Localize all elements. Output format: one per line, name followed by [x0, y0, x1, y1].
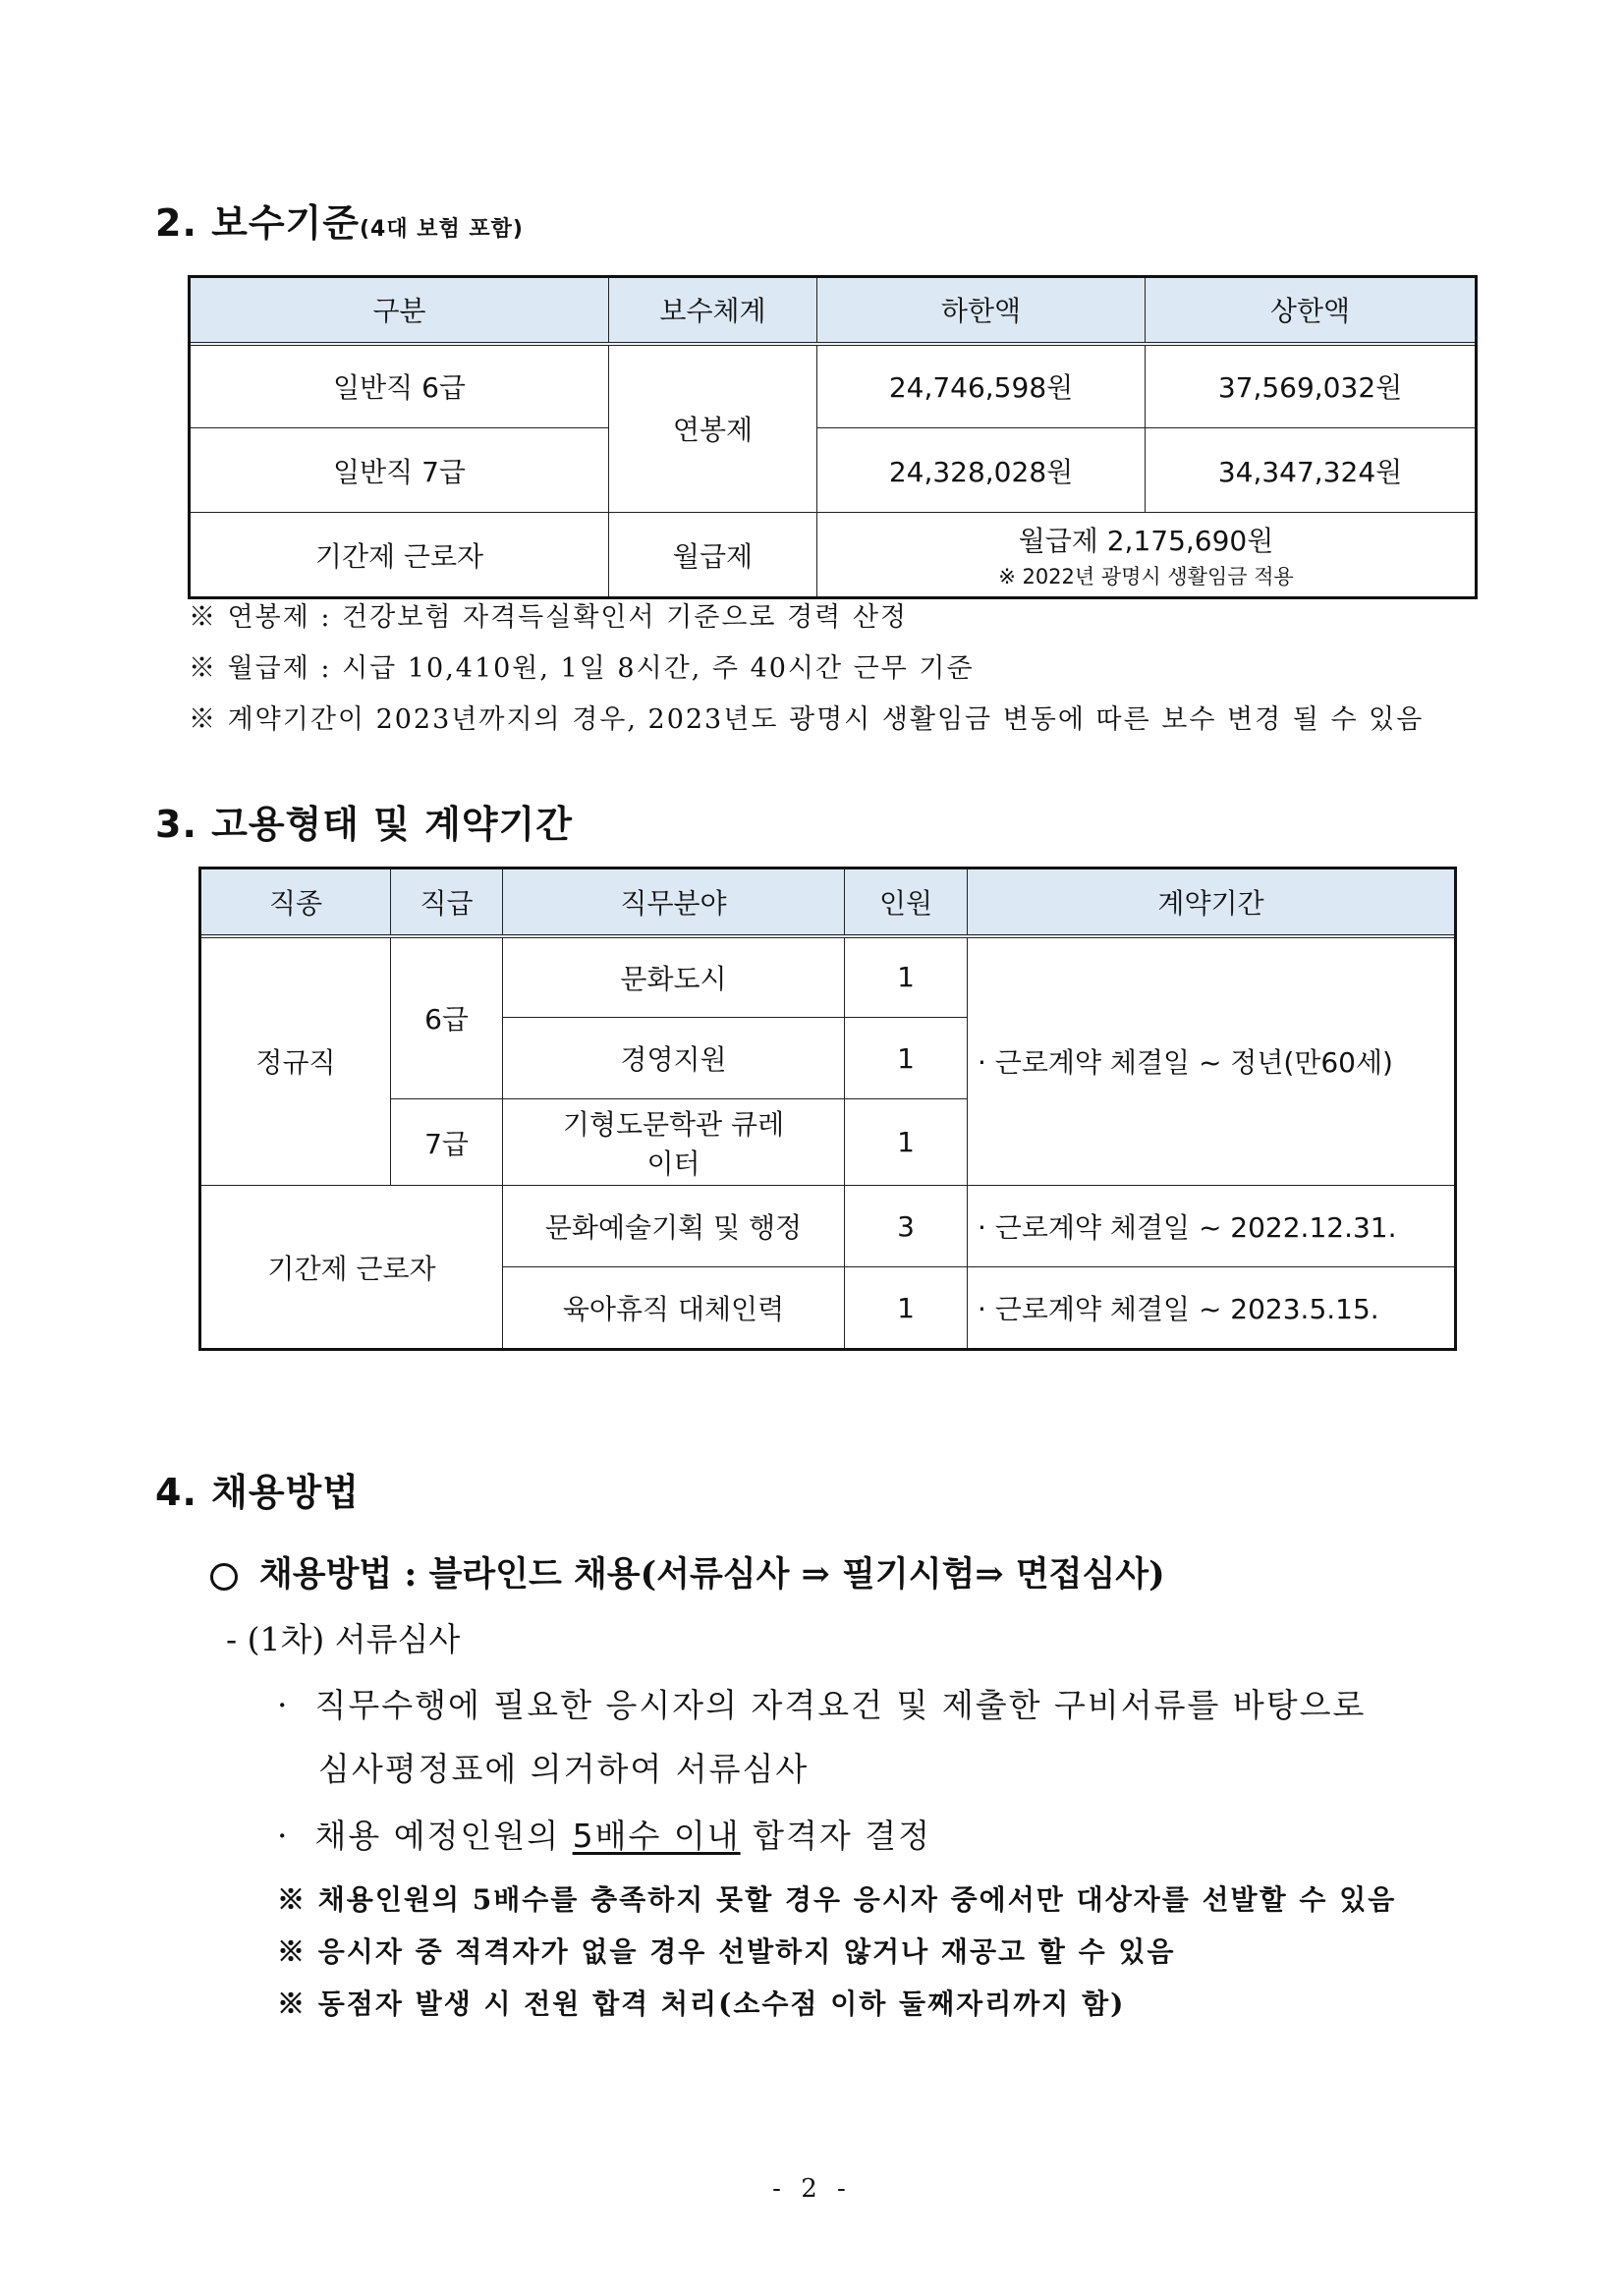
emp-count: 1	[845, 936, 968, 1018]
emp-field: 육아휴직 대체인력	[503, 1267, 845, 1349]
dot-bullet-icon: ·	[277, 1686, 290, 1724]
salary-monthly-amount: 월급제 2,175,690원	[1018, 524, 1274, 557]
salary-monthly-cell	[817, 513, 1476, 597]
bullet-text-pre: 채용 예정인원의	[314, 1817, 561, 1855]
emp-count: 1	[845, 1018, 968, 1099]
salary-row-max: 34,347,324원	[1146, 428, 1476, 513]
emp-field: 경영지원	[503, 1018, 845, 1099]
section3-title: 3. 고용형태 및 계약기간	[155, 803, 573, 846]
bullet-text-post: 합격자 결정	[753, 1817, 932, 1855]
salary-row-min: 24,746,598원	[817, 344, 1146, 428]
bullet-item	[277, 1811, 931, 1857]
section2-title	[155, 193, 524, 247]
emp-header-count: 인원	[845, 869, 968, 936]
emp-period: · 근로계약 체결일 ~ 2023.5.15.	[968, 1267, 1455, 1349]
salary-header-system: 보수체계	[609, 278, 817, 344]
emp-period: · 근로계약 체결일 ~ 2022.12.31.	[968, 1186, 1455, 1267]
salary-row-system: 월급제	[609, 513, 817, 597]
employment-table	[200, 868, 1455, 1349]
salary-note: ※ 월급제 : 시급 10,410원, 1일 8시간, 주 40시간 근무 기준	[189, 653, 975, 684]
emp-field: 문화도시	[503, 936, 845, 1018]
step1-heading: - (1차) 서류심사	[226, 1620, 461, 1658]
emp-regular-period: · 근로계약 체결일 ~ 정년(만60세)	[968, 936, 1455, 1186]
emp-grade6: 6급	[391, 936, 503, 1099]
section2-title-text: 2. 보수기준	[155, 201, 360, 245]
salary-header-category: 구분	[191, 278, 609, 344]
salary-note: ※ 계약기간이 2023년까지의 경우, 2023년도 광명시 생활임금 변동에 따른 보수 변경 될 수 있음	[189, 704, 1425, 735]
emp-count: 1	[845, 1099, 968, 1186]
salary-header-max: 상한액	[1146, 278, 1476, 344]
section2-title-suffix: (4대 보험 포함)	[359, 217, 524, 242]
emp-regular-type: 정규직	[201, 936, 391, 1186]
salary-header-min: 하한액	[817, 278, 1146, 344]
recruit-note: ※ 응시자 중 적격자가 없을 경우 선발하지 않거나 재공고 할 수 있음	[277, 1935, 1176, 1968]
salary-table	[190, 277, 1476, 597]
bullet-item	[277, 1680, 1366, 1726]
emp-header-field: 직무분야	[503, 869, 845, 936]
emp-field: 문화예술기획 및 행정	[503, 1186, 845, 1267]
recruit-method-text: 채용방법 : 블라인드 채용(서류심사 ⇒ 필기시험⇒ 면접심사)	[259, 1554, 1165, 1595]
bullet-text: 직무수행에 필요한 응시자의 자격요건 및 제출한 구비서류를 바탕으로	[314, 1686, 1367, 1724]
emp-count: 1	[845, 1267, 968, 1349]
salary-row-max: 37,569,032원	[1146, 344, 1476, 428]
page-number: - 2 -	[772, 2174, 852, 2204]
recruit-method	[210, 1547, 1165, 1596]
recruit-note: ※ 동점자 발생 시 전원 합격 처리(소수점 이하 둘째자리까지 함)	[277, 1988, 1126, 2020]
emp-header-grade: 직급	[391, 869, 503, 936]
salary-monthly-note: ※ 2022년 광명시 생활임금 적용	[998, 564, 1294, 588]
emp-header-type: 직종	[201, 869, 391, 936]
bullet-text-continued: 심사평정표에 의거하여 서류심사	[318, 1750, 810, 1788]
salary-row-min: 24,328,028원	[817, 428, 1146, 513]
circle-bullet-icon	[210, 1563, 238, 1591]
salary-row-category: 일반직 6급	[191, 344, 609, 428]
emp-field: 기형도문학관 큐레이터	[503, 1099, 845, 1186]
salary-row-category: 기간제 근로자	[191, 513, 609, 597]
dot-bullet-icon: ·	[277, 1817, 290, 1855]
emp-header-period: 계약기간	[968, 869, 1455, 936]
salary-row-category: 일반직 7급	[191, 428, 609, 513]
recruit-note: ※ 채용인원의 5배수를 충족하지 못할 경우 응시자 중에서만 대상자를 선발할 수 있음	[277, 1883, 1397, 1916]
emp-temp-type: 기간제 근로자	[201, 1186, 503, 1349]
bullet-text-emphasis: 5배수 이내	[572, 1817, 741, 1855]
salary-note: ※ 연봉제 : 건강보험 자격득실확인서 기준으로 경력 산정	[189, 602, 908, 633]
section4-title: 4. 채용방법	[155, 1471, 360, 1514]
emp-count: 3	[845, 1186, 968, 1267]
emp-grade7: 7급	[391, 1099, 503, 1186]
salary-annual-system: 연봉제	[609, 344, 817, 513]
